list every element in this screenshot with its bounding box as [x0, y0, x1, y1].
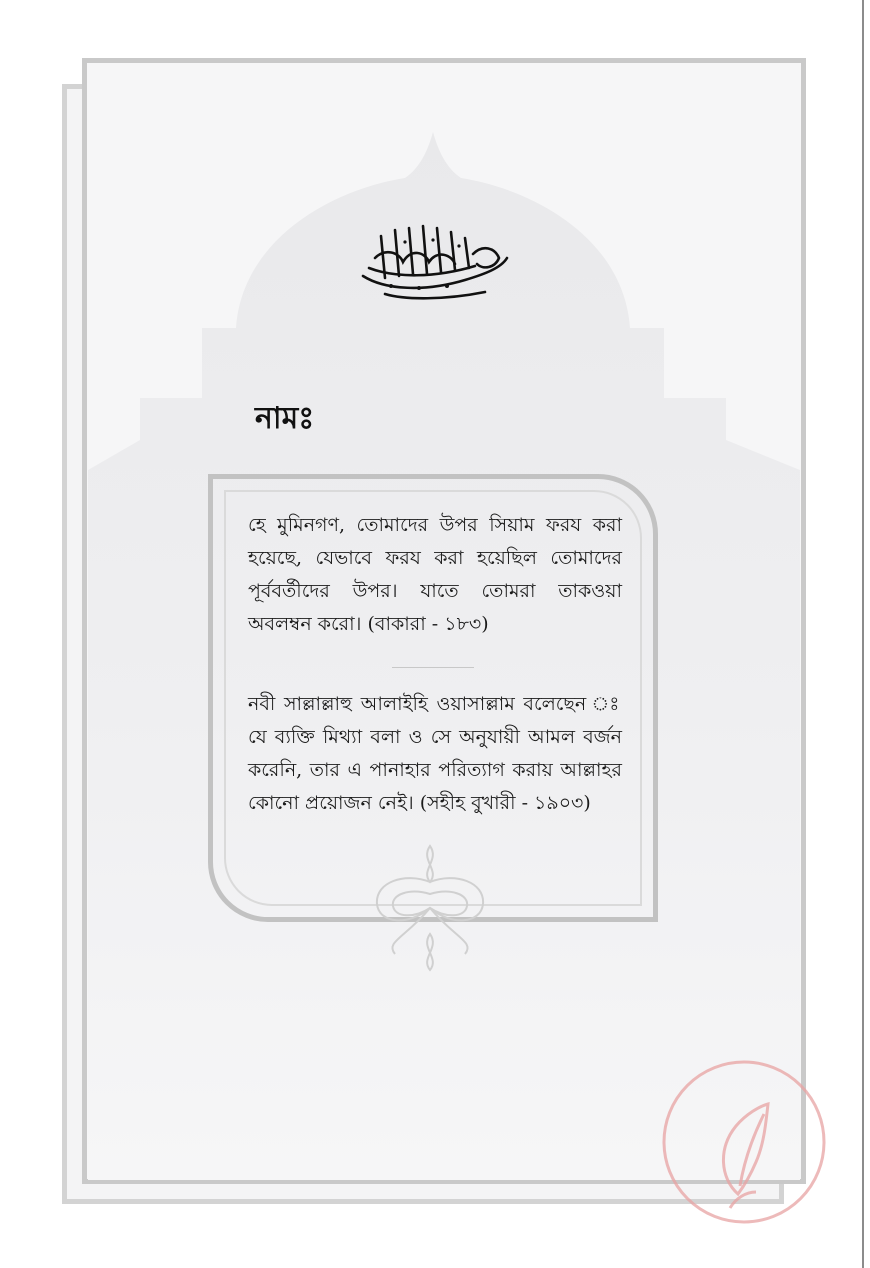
name-label: নামঃ	[255, 401, 315, 436]
bismillah-calligraphy-icon	[355, 218, 513, 304]
quran-verse-text: হে মুমিনগণ, তোমাদের উপর সিয়াম ফরয করা হয়েছে, যেভাবে ফরয করা হয়েছিল তোমাদের পূর্ববর্তীদের উপর। যাতে তোমরা তাকওয়া অবলম্বন করো। (বাকারা - ১৮৩)	[248, 514, 622, 635]
flourish-ornament-icon	[365, 842, 495, 974]
quill-logo-watermark-icon	[660, 1058, 828, 1226]
hadith-text: নবী সাল্লাল্লাহু আলাইহি ওয়াসাল্লাম বলেছেন ঃ যে ব্যক্তি মিথ্যা বলা ও সে অনুযায়ী আমল বর্জন করেনি, তার এ পানাহার পরিত্যাগ করায় আল্লাহর কোনো প্রয়োজন নেই। (সহীহ বুখারী - ১৯০৩)	[248, 693, 622, 814]
divider	[392, 667, 474, 668]
